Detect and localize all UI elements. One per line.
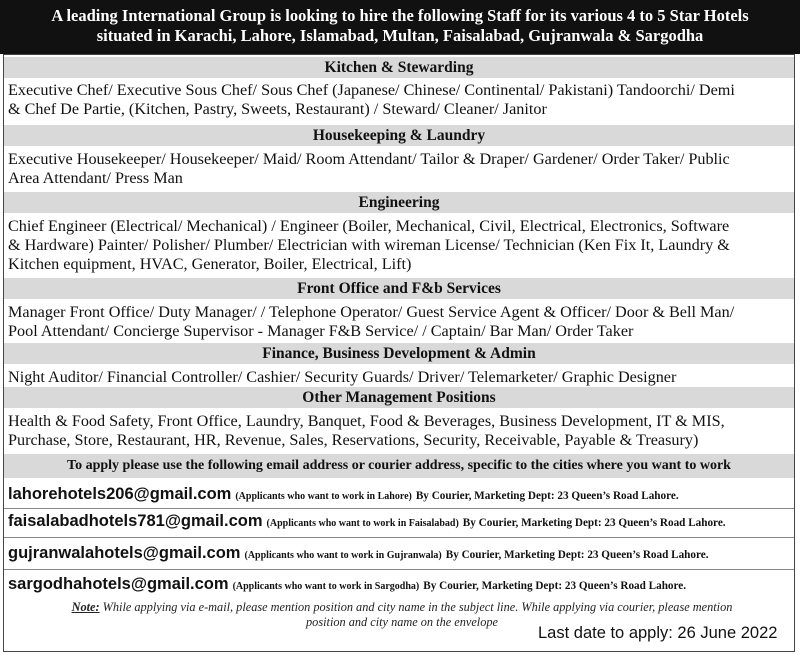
section-line: Kitchen equipment, HVAC, Generator, Boiler, Electrical, Lift) [8,255,412,273]
section-title-housekeeping: Housekeeping & Laundry [4,125,794,146]
section-line: Executive Chef/ Executive Sous Chef/ Sous Chef (Japanese/ Chinese/ Continental/ Pakistani) Tandoorchi/ Demi [8,81,735,99]
headline-line-2: situated in Karachi, Lahore, Islamabad, Multan, Faisalabad, Gujranwala & Sargodha [96,26,704,45]
courier-address: By Courier, Marketing Dept: 23 Queen’s Road Lahore. [462,517,726,529]
applicant-note: (Applicants who want to work in Lahore) [235,491,412,502]
section-line: Area Attendant/ Press Man [8,169,183,187]
section-title-engineering: Engineering [4,192,794,213]
section-title-finance: Finance, Business Development & Admin [4,343,794,364]
apply-banner: To apply please use the following email address or courier address, specific to the cities where you want to work [4,454,794,478]
note-text: While applying via e-mail, please mention position and city name in the subject line. While applying via courier, please mention [99,600,733,614]
note-line-2: position and city name on the envelope [306,615,498,629]
contact-divider [4,569,794,570]
section-line: Pool Attendant/ Concierge Supervisor - Manager F&B Service/ / Captain/ Bar Man/ Order Taker [8,322,634,340]
section-title-front-office: Front Office and F&b Services [4,278,794,299]
section-line: & Chef De Partie, (Kitchen, Pastry, Sweets, Restaurant) / Steward/ Cleaner/ Janitor [8,100,547,118]
headline-line-1: A leading International Group is looking to hire the following Staff for its various 4 to 5 Star Hotels [51,6,749,25]
section-text-housekeeping [8,150,794,188]
section-text-management [8,412,794,450]
contact-divider [4,508,794,509]
email-address: sargodhahotels@gmail.com [8,575,229,593]
section-text-engineering [8,217,794,274]
courier-address: By Courier, Marketing Dept: 23 Queen’s Road Lahore. [415,490,679,502]
applicant-note: (Applicants who want to work in Faisalabad) [266,518,459,529]
email-address: lahorehotels206@gmail.com [8,485,232,503]
note-label: Note: [71,600,100,614]
headline-banner [0,0,800,54]
application-deadline: Last date to apply: 26 June 2022 [538,624,778,642]
section-text-kitchen [8,81,794,119]
section-line: & Hardware) Painter/ Polisher/ Plumber/ Electrician with wireman License/ Technician (Ken Fix It, Laundry & [8,236,730,254]
contact-lahore [8,485,679,504]
applicant-note: (Applicants who want to work in Sargodha) [232,581,420,592]
contact-sargodha [8,575,686,594]
contact-divider [4,537,794,538]
section-title-kitchen: Kitchen & Stewarding [4,57,794,78]
email-address: gujranwalahotels@gmail.com [8,544,241,562]
courier-address: By Courier, Marketing Dept: 23 Queen’s Road Lahore. [445,549,709,561]
courier-address: By Courier, Marketing Dept: 23 Queen’s Road Lahore. [423,580,687,592]
section-line: Manager Front Office/ Duty Manager/ / Telephone Operator/ Guest Service Agent & Officer/ Door & Bell Man/ [8,303,735,321]
applicant-note: (Applicants who want to work in Gujranwala) [244,550,442,561]
section-text-finance [8,368,794,387]
contact-gujranwala [8,544,709,563]
contact-faisalabad [8,512,726,531]
section-line: Chief Engineer (Electrical/ Mechanical) / Engineer (Boiler, Mechanical, Civil, Electrical, Electronics, Software [8,217,730,235]
email-address: faisalabadhotels781@gmail.com [8,512,263,530]
section-line: Purchase, Store, Restaurant, HR, Revenue, Sales, Reservations, Security, Receivable, Payable & Treasury) [8,431,699,449]
section-title-management: Other Management Positions [4,387,794,408]
section-text-front-office [8,303,794,341]
section-line: Executive Housekeeper/ Housekeeper/ Maid/ Room Attendant/ Tailor & Draper/ Gardener/ Order Taker/ Public [8,150,730,168]
section-line: Health & Food Safety, Front Office, Laundry, Banquet, Food & Beverages, Business Development, IT & MIS, [8,412,725,430]
section-line: Night Auditor/ Financial Controller/ Cashier/ Security Guards/ Driver/ Telemarketer/ Graphic Designer [8,368,677,386]
note-line-1 [22,600,782,615]
